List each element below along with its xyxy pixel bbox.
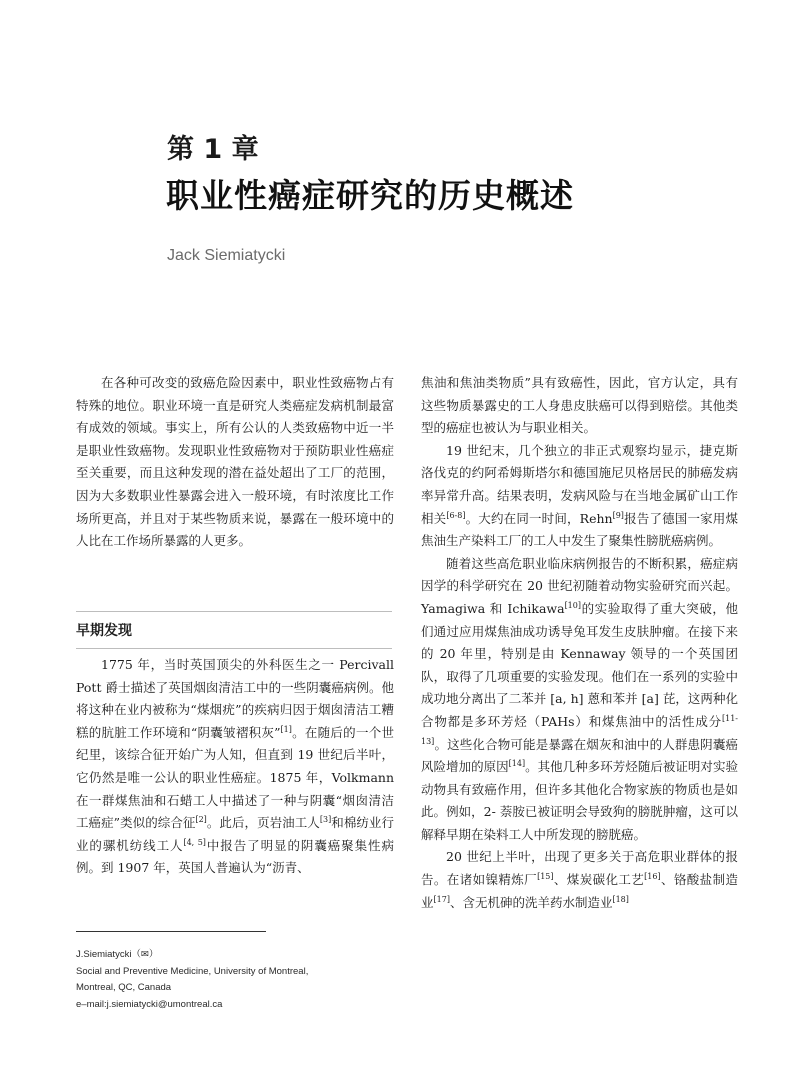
text-run: 。大约在同一时间，Rehn xyxy=(465,510,613,526)
citation: [9] xyxy=(612,510,624,520)
citation: [1] xyxy=(280,724,292,734)
text-run: 的实验取得了重大突破，他们通过应用煤焦油成功诱导兔耳发生皮肤肿瘤。在接下来的 20 年里，特别是由 Kennaway 领导的一个英国团队，取得了几项重要的实验发现。他们在一系列的实验中成功地分离出了二苯并 [a, h] 蒽和苯并 [a] 芘，这两种化合物都是多环芳烃（PAHs）和煤焦油中的活性成分 xyxy=(421,600,738,729)
text-run: 。这些化合物可能是暴露在烟灰和油中的人群患阴囊癌风险增加的原因 xyxy=(421,736,738,775)
text-run: 中报告了明显的阴囊癌聚集性病例。到 1907 年，英国人普遍认为“沥青、 xyxy=(76,837,394,876)
text-run: 、铬酸盐制造业 xyxy=(421,872,738,910)
section-heading: 早期发现 xyxy=(76,623,132,639)
citation: [17] xyxy=(433,894,450,904)
author-name: Jack Siemiatycki xyxy=(167,247,286,264)
citation: [4, 5] xyxy=(183,837,206,847)
citation: [2] xyxy=(195,815,207,824)
chapter-number: 第 1 章 xyxy=(167,134,259,165)
text-run: 随着这些高危职业临床病例报告的不断积累，癌症病因学的科学研究在 20 世纪初随着动物实验研究而兴起。Yamagiwa 和 Ichikawa xyxy=(421,555,738,616)
text-run: 20 世纪上半叶，出现了更多关于高危职业群体的报告。在诸如镍精炼厂 xyxy=(421,849,738,888)
citation: [10] xyxy=(564,600,581,610)
paragraph-20th-century xyxy=(421,846,738,914)
text-run: 。此后，页岩油工人 xyxy=(206,815,320,831)
text-run: 、含无机砷的洗羊药水制造业 xyxy=(449,894,613,910)
text-run: 1775 年，当时英国顶尖的外科医生之一 Percivall Pott 爵士描述了英国烟囱清洁工中的一些阴囊癌病例。他将这种在业内被称为“煤烟疣”的疾病归因于烟囱清洁工糟糕的肮脏工作环境和“阴囊皱褶积灰” xyxy=(76,657,394,740)
footnote-location: Montreal, QC, Canada xyxy=(76,982,172,993)
footnote-name: J.Siemiatycki（✉） xyxy=(76,949,159,960)
chapter-title: 职业性癌症研究的历史概述 xyxy=(166,176,574,215)
citation: [16] xyxy=(644,871,661,881)
author-footnote xyxy=(76,947,396,1013)
intro-paragraph: 在各种可改变的致癌危险因素中，职业性致癌物占有特殊的地位。职业环境一直是研究人类癌症发病机制最富有成效的领域。事实上，所有公认的人类致癌物中近一半是职业性致癌物。发现职业性致癌物对于预防职业性癌症至关重要，而且这种发现的潜在益处超出了工厂的范围，因为大多数职业性暴露会进入一般环境，有时浓度比工作场所更高，并且对于某些物质来说，暴露在一般环境中的人比在工作场所暴露的人更多。 xyxy=(76,375,394,549)
citation: [18] xyxy=(612,894,629,904)
right-column xyxy=(421,372,738,914)
text-run: 。其他几种多环芳烃随后被证明对实验动物具有致癌作用，但许多其他化合物家族的物质也是如此。例如，2- 萘胺已被证明会导致狗的膀胱肿瘤，这可以解释早期在染料工人中所发现的膀胱癌。 xyxy=(421,759,738,842)
citation: [11-13] xyxy=(421,713,738,746)
early-findings-paragraph xyxy=(76,654,394,880)
paragraph-19th-century xyxy=(421,440,738,553)
section-divider-top xyxy=(76,611,392,612)
footnote-email[interactable]: e–mail:j.siemiatycki@umontreal.ca xyxy=(76,998,223,1010)
early-findings-column xyxy=(76,654,394,880)
footnote-affiliation: Social and Preventive Medicine, University of Montreal, xyxy=(76,965,309,977)
citation: [6-8] xyxy=(446,510,466,520)
text-run: 。在随后的一个世纪里，该综合征开始广为人知，但直到 19 世纪后半叶，它仍然是唯一公认的职业性癌症。1875 年，Volkmann 在一群煤焦油和石蜡工人中描述了一种与阴囊“烟囱清洁工癌症”类似的综合征 xyxy=(76,724,394,831)
citation: [15] xyxy=(537,871,554,881)
section-divider-bottom xyxy=(76,648,392,649)
footnote-divider xyxy=(76,931,266,932)
text-run: 、煤炭碳化工艺 xyxy=(553,872,645,888)
citation: [14] xyxy=(508,758,526,768)
citation: [3] xyxy=(319,815,332,824)
paragraph-animal-experiments xyxy=(421,553,738,847)
intro-column xyxy=(76,372,394,553)
text-run: 报告了德国一家用煤焦油生产染料工厂的工人中发生了聚集性膀胱癌病例。 xyxy=(421,510,738,549)
continued-paragraph: 焦油和焦油类物质”具有致癌性，因此，官方认定，具有这些物质暴露史的工人身患皮肤癌可以得到赔偿。其他类型的癌症也被认为与职业相关。 xyxy=(421,375,738,436)
text-run: 和棉纺业行业的骡机纺线工人 xyxy=(76,815,394,853)
text-run: 19 世纪末，几个独立的非正式观察均显示，捷克斯洛伐克的约阿希姆斯塔尔和德国施尼贝格居民的肺癌发病率异常升高。结果表明，发病风险与在当地金属矿山工作相关 xyxy=(421,442,738,526)
